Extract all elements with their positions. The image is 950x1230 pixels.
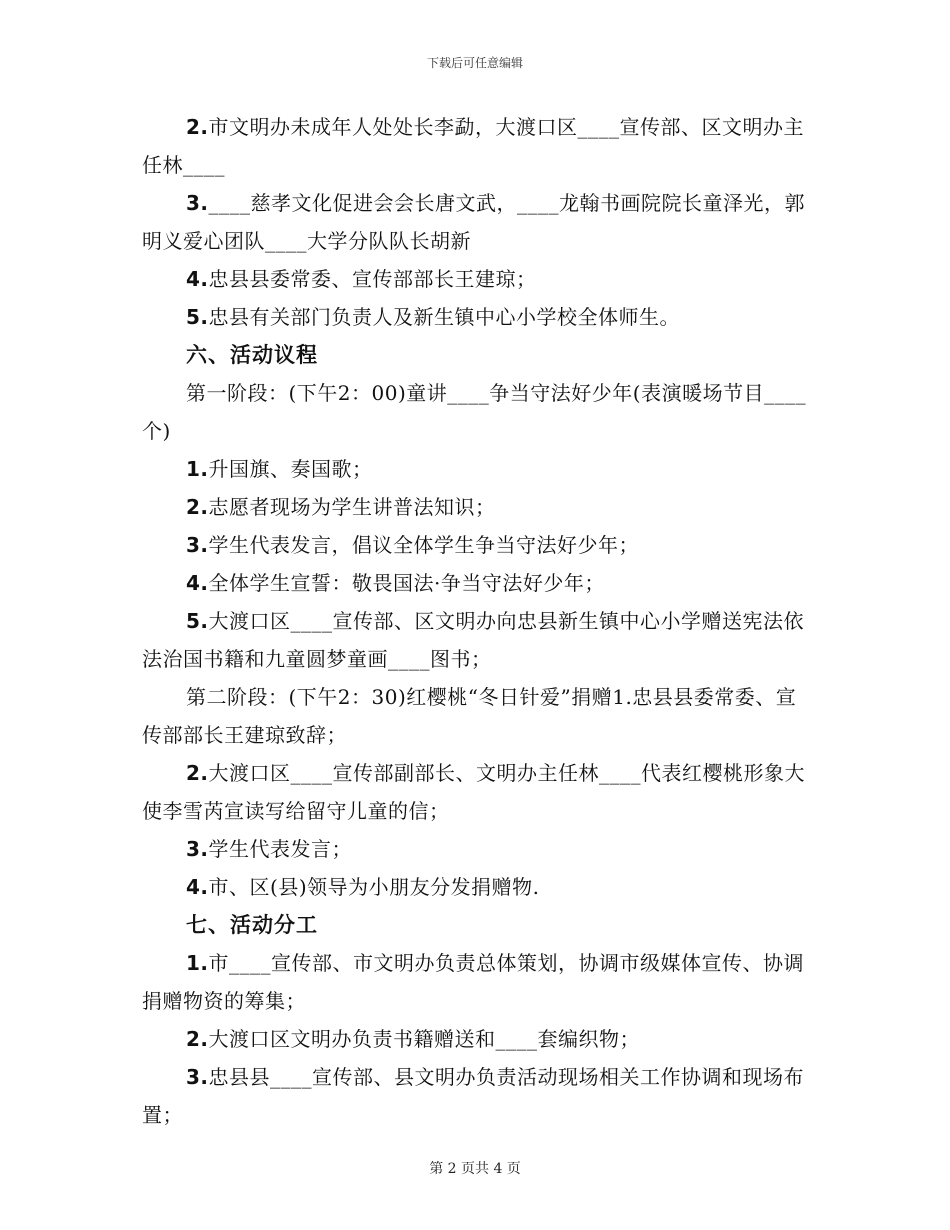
item-text: 忠县有关部门负责人及新生镇中心小学校全体师生。 bbox=[208, 305, 681, 329]
item-number: 2. bbox=[186, 761, 209, 785]
list-item bbox=[142, 564, 812, 602]
item-number: 2. bbox=[186, 495, 209, 519]
page-header: 下载后可任意编辑 bbox=[426, 56, 523, 70]
page-footer: 第 2 页共 4 页 bbox=[429, 1161, 521, 1177]
list-item bbox=[142, 754, 812, 830]
item-number: 5. bbox=[186, 305, 209, 329]
document-body bbox=[142, 108, 812, 1134]
item-number: 4. bbox=[186, 875, 209, 899]
stage-paragraph bbox=[142, 374, 812, 450]
item-text: ____慈孝文化促进会会长唐文武，____龙翰书画院院长童泽光，郭明义爱心团队____大学分队队长胡新 bbox=[142, 191, 806, 253]
item-number: 5. bbox=[186, 609, 209, 633]
item-text: 市____宣传部、市文明办负责总体策划，协调市级媒体宣传、协调捐赠物资的筹集； bbox=[142, 951, 805, 1013]
item-number: 1. bbox=[186, 457, 209, 481]
item-text: 志愿者现场为学生讲普法知识； bbox=[208, 495, 496, 519]
list-item bbox=[142, 602, 812, 678]
item-text: 全体学生宣誓：敬畏国法·争当守法好少年； bbox=[208, 571, 605, 595]
item-number: 1. bbox=[186, 951, 209, 975]
list-item bbox=[142, 108, 812, 184]
item-text: 大渡口区____宣传部副部长、文明办主任林____代表红樱桃形象大使李雪芮宣读写给留守儿童的信； bbox=[142, 761, 806, 823]
section-heading: 六、活动议程 bbox=[186, 343, 318, 367]
item-number: 3. bbox=[186, 1065, 209, 1089]
item-number: 2. bbox=[186, 1027, 209, 1051]
item-number: 4. bbox=[186, 571, 209, 595]
item-number: 2. bbox=[186, 115, 209, 139]
item-number: 3. bbox=[186, 191, 209, 215]
item-text: 第二阶段：(下午2：30)红樱桃“冬日针爱”捐赠1.忠县县委常委、宣传部部长王建琼致辞； bbox=[142, 685, 797, 747]
item-text: 学生代表发言； bbox=[208, 837, 353, 861]
section-heading: 七、活动分工 bbox=[186, 913, 318, 937]
list-item bbox=[142, 450, 812, 488]
item-text: 学生代表发言，倡议全体学生争当守法好少年； bbox=[208, 533, 640, 557]
list-item bbox=[142, 298, 812, 336]
list-item bbox=[142, 830, 812, 868]
list-item bbox=[142, 944, 812, 1020]
list-item bbox=[142, 1020, 812, 1058]
item-number: 4. bbox=[186, 267, 209, 291]
list-item bbox=[142, 1058, 812, 1134]
list-item bbox=[142, 488, 812, 526]
stage-paragraph bbox=[142, 678, 812, 754]
item-text: 大渡口区____宣传部、区文明办向忠县新生镇中心小学赠送宪法依法治国书籍和九童圆梦童画____图书； bbox=[142, 609, 805, 671]
list-item bbox=[142, 868, 812, 906]
list-item bbox=[142, 184, 812, 260]
item-text: 大渡口区文明办负责书籍赠送和____套编织物； bbox=[208, 1027, 641, 1051]
item-text: 忠县县委常委、宣传部部长王建琼； bbox=[208, 267, 537, 291]
item-text: 市文明办未成年人处处长李勐，大渡口区____宣传部、区文明办主任林____ bbox=[142, 115, 805, 177]
item-number: 3. bbox=[186, 837, 209, 861]
item-number: 3. bbox=[186, 533, 209, 557]
item-text: 第一阶段：(下午2：00)童讲____争当守法好少年(表演暖场节目____个) bbox=[142, 381, 807, 443]
list-item bbox=[142, 526, 812, 564]
item-text: 市、区(县)领导为小朋友分发捐赠物. bbox=[208, 875, 540, 899]
item-text: 忠县县____宣传部、县文明办负责活动现场相关工作协调和现场布置； bbox=[142, 1065, 805, 1127]
list-item bbox=[142, 260, 812, 298]
item-text: 升国旗、奏国歌； bbox=[208, 457, 373, 481]
